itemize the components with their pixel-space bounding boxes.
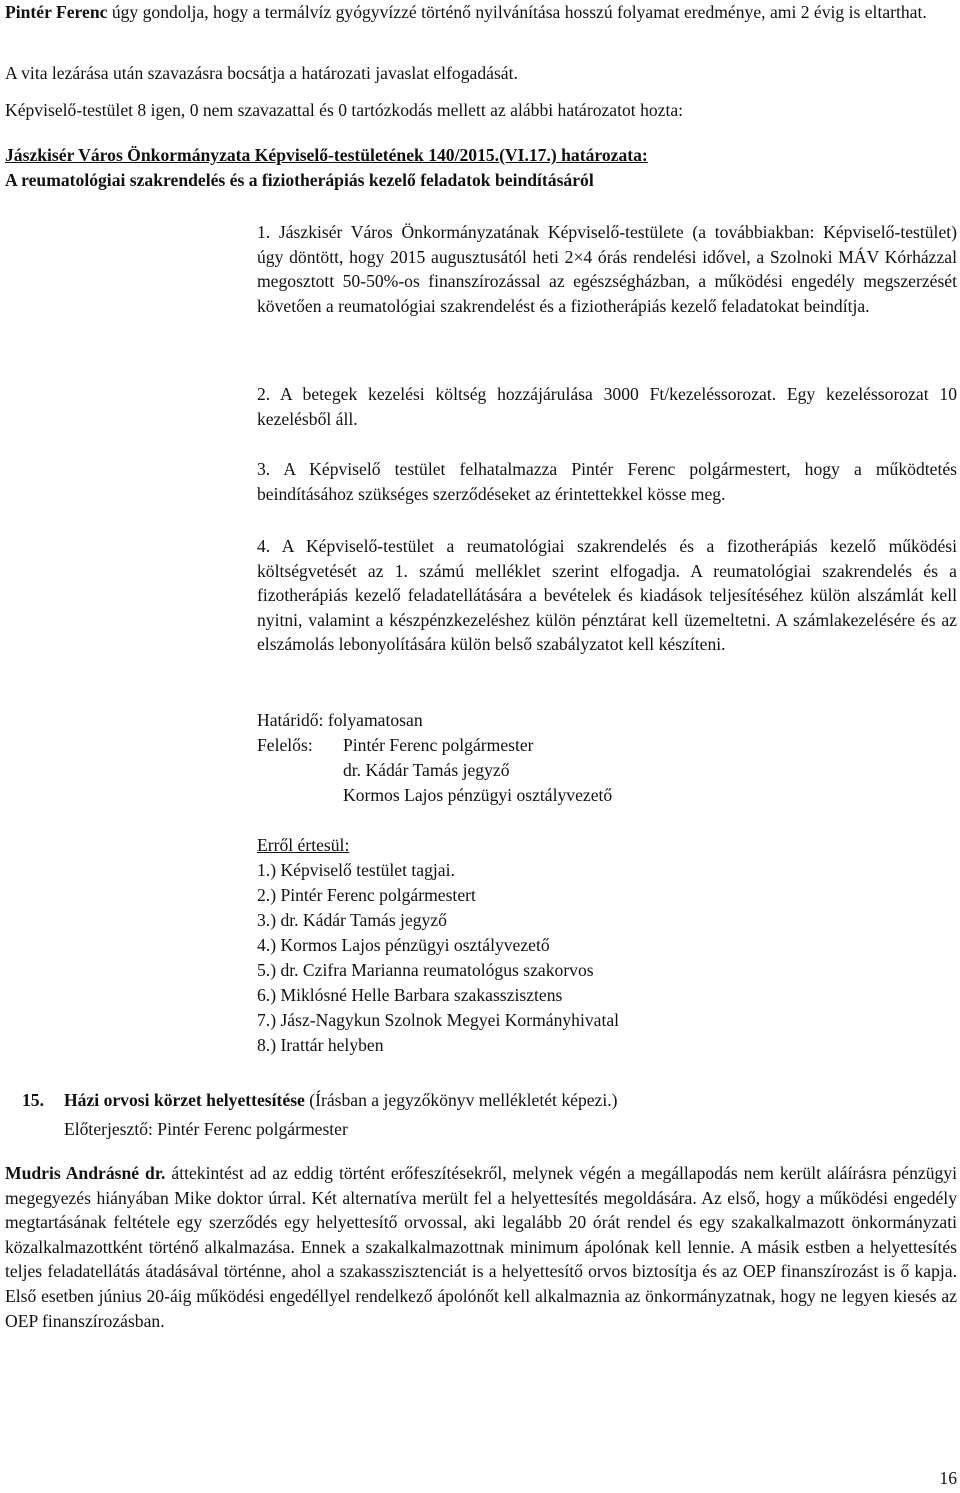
deadline: Határidő: folyamatosan <box>257 710 423 730</box>
notify-item: 4.) Kormos Lajos pénzügyi osztályvezető <box>257 935 550 955</box>
responsible-person: Kormos Lajos pénzügyi osztályvezető <box>343 785 613 805</box>
vote-call: A vita lezárása után szavazásra bocsátja a határozati javaslat elfogadását. <box>5 63 518 83</box>
notify-item: 7.) Jász-Nagykun Szolnok Megyei Kormányhivatal <box>257 1010 620 1030</box>
discussion-paragraph <box>5 1161 957 1333</box>
resolution-number: Jászkisér Város Önkormányzata Képviselő-testületének 140/2015.(VI.17.) határozata: <box>5 145 648 165</box>
vote-result: Képviselő-testület 8 igen, 0 nem szavazattal és 0 tartózkodás mellett az alábbi határozatot hozta: <box>5 100 684 120</box>
agenda-presenter: Előterjesztő: Pintér Ferenc polgármester <box>64 1119 348 1139</box>
resolution-title <box>5 143 957 192</box>
intro-paragraph <box>5 0 957 25</box>
notify-item: 5.) dr. Czifra Marianna reumatológus szakorvos <box>257 960 594 980</box>
resolution-point-1: 1. Jászkisér Város Önkormányzatának Képviselő-testülete (a továbbiakban: Képviselő-testület) úgy döntött, hogy 2015 augusztusától heti 2×4 órás rendelési idővel, a Szolnoki MÁV Kórházzal megosztott 50-50%-os finanszírozással az egészségházban, a működési engedély megszerzését követően a reumatológiai szakrendelést és a fiziotherápiás kezelő feladatokat beindítja. <box>257 222 957 316</box>
resolution-point-3: 3. A Képviselő testület felhatalmazza Pintér Ferenc polgármestert, hogy a működtetés beindításához szükséges szerződéseket az érintettekkel kösse meg. <box>257 459 957 504</box>
responsible-person: Pintér Ferenc polgármester <box>343 735 534 755</box>
responsible-person: dr. Kádár Tamás jegyző <box>343 760 510 780</box>
notify-item: 2.) Pintér Ferenc polgármestert <box>257 885 476 905</box>
agenda-number: 15. <box>22 1090 44 1110</box>
agenda-title: Házi orvosi körzet helyettesítése <box>64 1090 305 1110</box>
notify-item: 8.) Irattár helyben <box>257 1035 384 1055</box>
resolution-point-4: 4. A Képviselő-testület a reumatológiai szakrendelés és a fizotherápiás kezelő működési költségvetését az 1. számú melléklet szerint elfogadja. A reumatológiai szakrendelés és a fizotherápiás kezelő feladatellátására a bevételek és kiadások teljesítéséhez külön alszámlát kell nyitni, valamint a készpénzkezeléshez külön pénztárat kell üzemeltetni. A számlakezelésére és az elszámolás lebonyolítására külön belső szabályzatot kell készíteni. <box>257 536 957 654</box>
intro-text: úgy gondolja, hogy a termálvíz gyógyvízzé történő nyilvánítása hosszú folyamat eredménye, ami 2 évig is eltarthat. <box>107 2 927 22</box>
notify-label: Erről értesül: <box>257 835 350 855</box>
speaker-name: Pintér Ferenc <box>5 2 108 22</box>
notify-item: 3.) dr. Kádár Tamás jegyző <box>257 910 447 930</box>
agenda-note: (Írásban a jegyzőkönyv mellékletét képezi.) <box>304 1090 618 1110</box>
page-number: 16 <box>939 1468 957 1488</box>
notify-item: 1.) Képviselő testület tagjai. <box>257 860 455 880</box>
resolution-subject: A reumatológiai szakrendelés és a fiziotherápiás kezelő feladatok beindításáról <box>5 169 594 190</box>
discussion-speaker: Mudris Andrásné dr. <box>5 1163 166 1183</box>
agenda-heading <box>64 1088 618 1113</box>
discussion-text: áttekintést ad az eddig történt erőfeszítésekről, melynek végén a megállapodás nem került aláírásra pénzügyi megegyezés hiányában Mike doktor úrral. Két alternatíva merült fel a helyettesítés megoldására. Az első, hogy a működési engedély megtartásának feltétele egy szerződés egy helyettesítő orvossal, aki legalább 20 órát rendel és egy szakalkalmazott önkormányzati közalkalmazottként történő alkalmazása. Ennek a szakalkalmazottnak minimum ápolónak kell lennie. A másik estben a helyettesítés teljes feladatellátás átadásával történne, ahol a szakasszisztenciát is a helyettesítő orvos biztosítja és az OEP finanszírozást is ő kapja. Első esetben június 20-áig működési engedéllyel rendelkező ápolónőt kell alkalmaznia az önkormányzatnak, hogy ne legyen kiesés az OEP finanszírozásban. <box>5 1163 958 1331</box>
resolution-point-2: 2. A betegek kezelési költség hozzájárulása 3000 Ft/kezeléssorozat. Egy kezeléssorozat 10 kezelésből áll. <box>257 384 957 429</box>
responsible-label: Felelős: <box>257 735 313 755</box>
notify-item: 6.) Miklósné Helle Barbara szakasszisztens <box>257 985 563 1005</box>
